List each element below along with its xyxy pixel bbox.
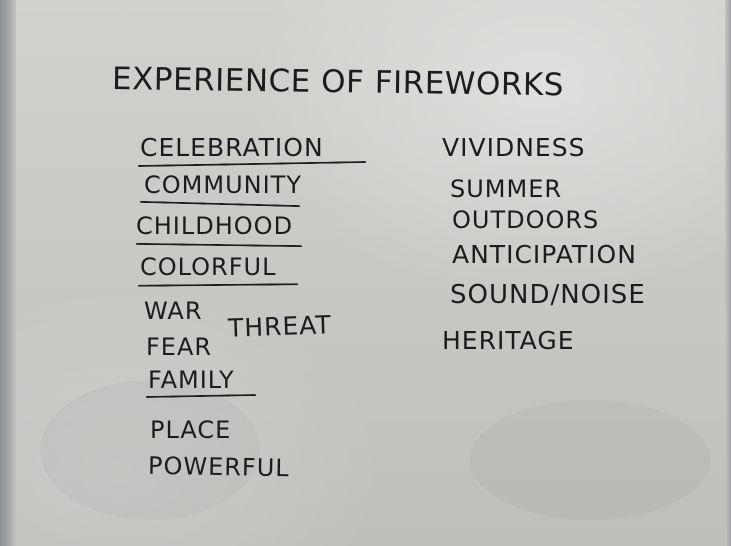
word-heritage: HERITAGE: [442, 326, 575, 355]
eraser-smudge: [40, 380, 260, 520]
word-childhood: CHILDHOOD: [136, 212, 294, 240]
word-family: FAMILY: [148, 366, 235, 394]
board-frame-right: [725, 0, 731, 546]
word-place: PLACE: [150, 416, 232, 444]
word-war: WAR: [144, 297, 203, 325]
word-colorful: COLORFUL: [140, 253, 277, 281]
word-summer: SUMMER: [450, 175, 563, 203]
word-threat: THREAT: [227, 310, 333, 343]
word-anticipation: ANTICIPATION: [452, 240, 637, 269]
word-powerful: POWERFUL: [147, 451, 290, 483]
underline-colorful: [138, 283, 298, 286]
eraser-smudge: [470, 400, 710, 520]
word-fear: FEAR: [146, 333, 213, 361]
board-title: EXPERIENCE OF FIREWORKS: [111, 61, 565, 104]
word-outdoors: OUTDOORS: [452, 206, 600, 234]
underline-community: [140, 201, 300, 207]
underline-childhood: [136, 243, 302, 247]
word-sound-noise: SOUND/NOISE: [450, 280, 646, 310]
word-community: COMMUNITY: [144, 171, 302, 199]
word-celebration: CELEBRATION: [140, 133, 324, 162]
board-frame-left: [0, 0, 16, 546]
word-vividness: VIVIDNESS: [442, 133, 586, 162]
